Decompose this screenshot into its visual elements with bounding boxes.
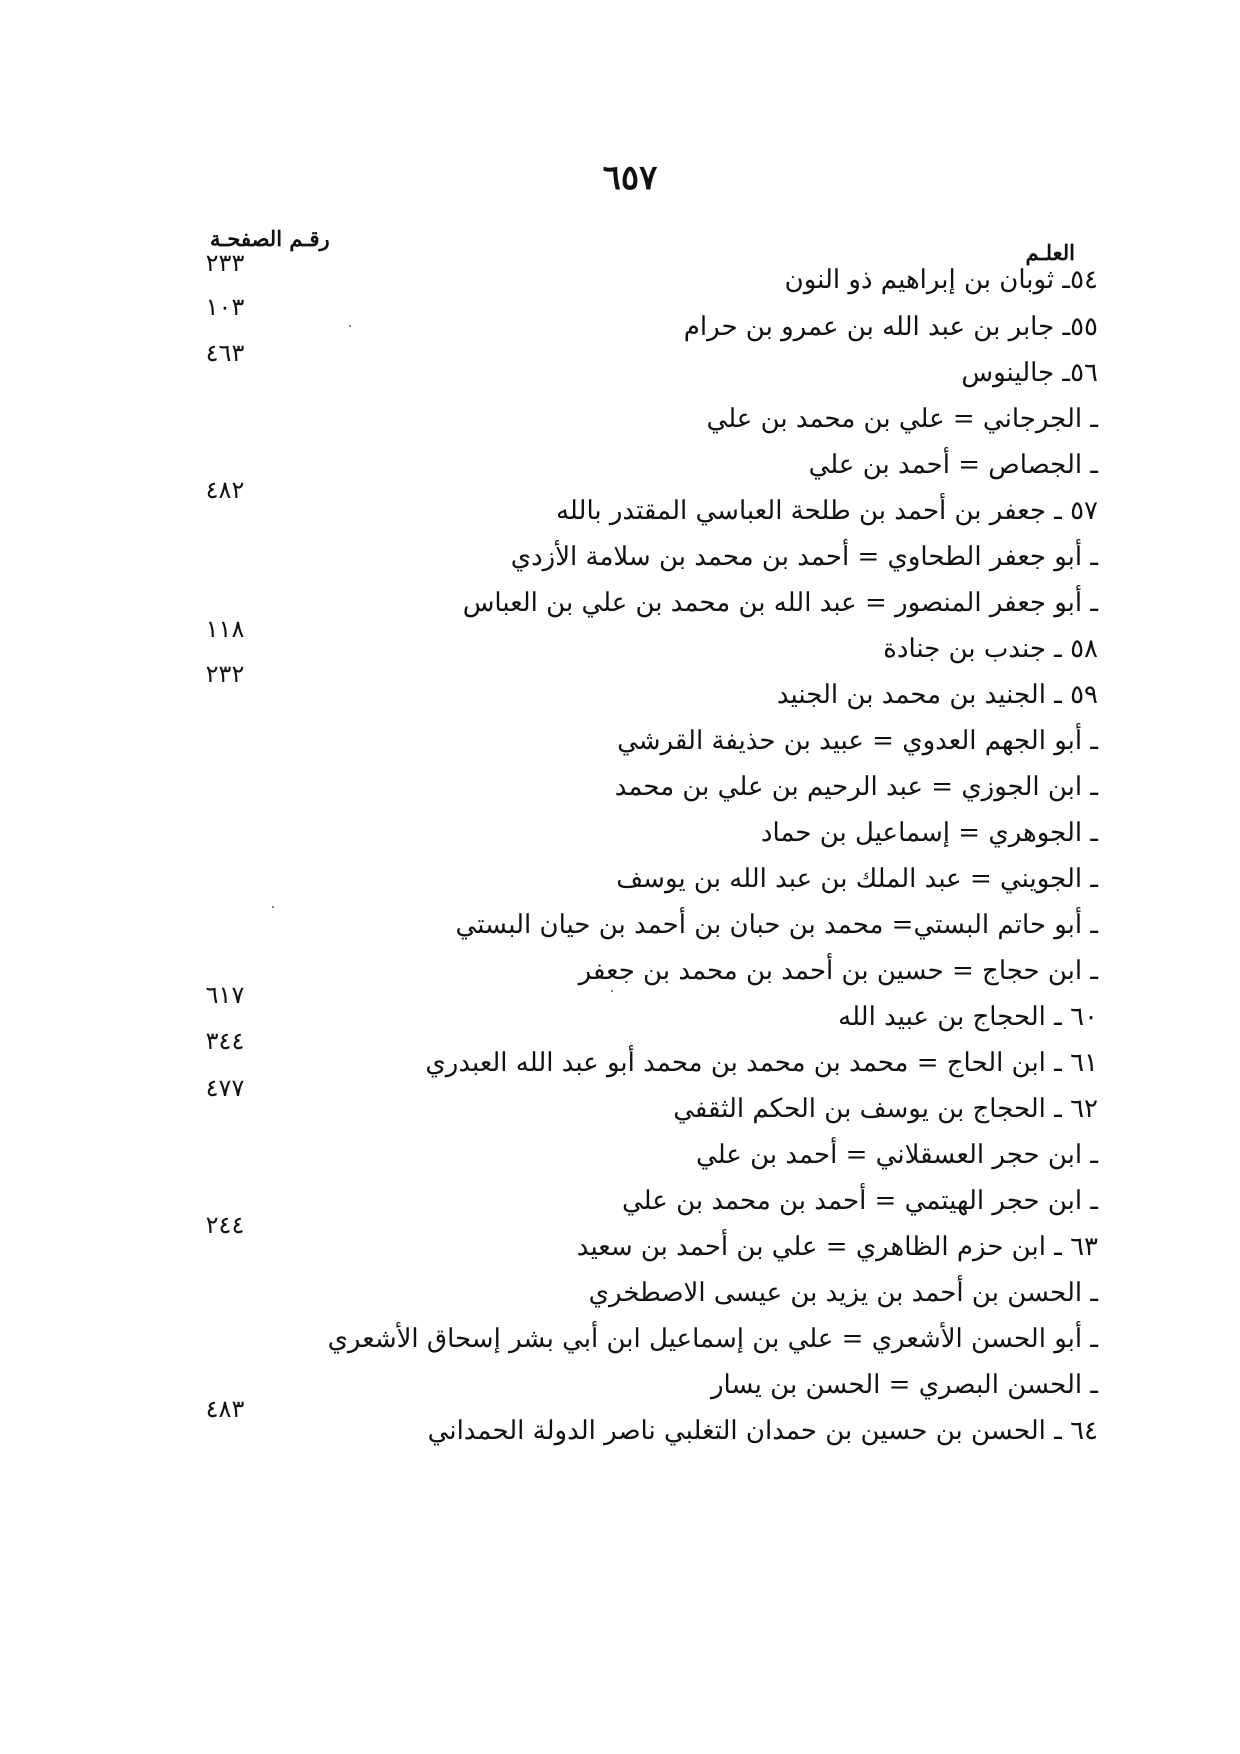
entry-page-number: ١١٨ bbox=[205, 615, 245, 643]
index-entry: ـ الجصاص = أحمد بن علي bbox=[808, 450, 1098, 480]
index-entry: ـ أبو الحسن الأشعري = علي بن إسماعيل ابن أبي بشر إسحاق الأشعري bbox=[327, 1324, 1098, 1354]
index-entry: ـ ابن حجاج = حسين بن أحمد بن محمد بن جعفر bbox=[578, 956, 1098, 986]
index-entry: ـ الحسن بن أحمد بن يزيد بن عيسى الاصطخري bbox=[588, 1278, 1098, 1308]
index-entry: ٥٩ ـ الجنيد بن محمد بن الجنيد bbox=[776, 680, 1098, 710]
entry-page-number: ٤٨٣ bbox=[205, 1395, 245, 1423]
index-entry: ٥٤ـ ثوبان بن إبراهيم ذو النون bbox=[784, 265, 1098, 295]
index-entry: ـ أبو حاتم البستي= محمد بن حبان بن أحمد بن حيان البستي bbox=[455, 910, 1098, 940]
index-entry: ٥٥ـ جابر بن عبد الله بن عمرو بن حرام bbox=[683, 312, 1098, 342]
entry-page-number: ٢٤٤ bbox=[205, 1211, 245, 1239]
index-entry: ٦٢ ـ الحجاج بن يوسف بن الحكم الثقفي bbox=[673, 1094, 1098, 1124]
entry-page-number: ٤٨٢ bbox=[205, 476, 245, 504]
index-entry: ـ الجرجاني = علي بن محمد بن علي bbox=[706, 404, 1098, 434]
index-entry: ـ أبو جعفر المنصور = عبد الله بن محمد بن علي بن العباس bbox=[462, 588, 1098, 618]
entry-page-number: ١٠٣ bbox=[205, 293, 245, 321]
index-entry: ٦١ ـ ابن الحاج = محمد بن محمد بن محمد أبو عبد الله العبدري bbox=[425, 1048, 1098, 1078]
index-entry: ٥٨ ـ جندب بن جنادة bbox=[883, 634, 1098, 664]
index-entry: ٦٣ ـ ابن حزم الظاهري = علي بن أحمد بن سعيد bbox=[576, 1232, 1098, 1262]
scan-speck bbox=[272, 906, 274, 908]
index-entry: ـ أبو جعفر الطحاوي = أحمد بن محمد بن سلامة الأزدي bbox=[510, 542, 1098, 572]
scan-speck bbox=[611, 990, 613, 992]
name-column-header: العلـم bbox=[1025, 240, 1075, 265]
page-number: ٦٥٧ bbox=[602, 158, 658, 198]
index-entry: ٦٤ ـ الحسن بن حسين بن حمدان التغلبي ناصر الدولة الحمداني bbox=[427, 1416, 1098, 1446]
index-entry: ـ أبو الجهم العدوي = عبيد بن حذيفة القرشي bbox=[617, 726, 1098, 756]
entry-page-number: ٢٣٢ bbox=[205, 660, 245, 688]
index-entry: ٦٠ ـ الحجاج بن عبيد الله bbox=[838, 1002, 1098, 1032]
index-entry: ـ ابن حجر العسقلاني = أحمد بن علي bbox=[696, 1140, 1098, 1170]
page-column-header: رقـم الصفحـة bbox=[210, 226, 330, 251]
index-entry: ـ الجويني = عبد الملك بن عبد الله بن يوسف bbox=[616, 864, 1098, 894]
entry-page-number: ٣٤٤ bbox=[205, 1027, 245, 1055]
index-entry: ـ ابن الجوزي = عبد الرحيم بن علي بن محمد bbox=[614, 772, 1098, 802]
entry-page-number: ٤٧٧ bbox=[205, 1074, 245, 1102]
index-entry: ـ ابن حجر الهيتمي = أحمد بن محمد بن علي bbox=[622, 1186, 1098, 1216]
index-entry: ـ الجوهري = إسماعيل بن حماد bbox=[760, 818, 1098, 848]
entry-page-number: ٤٦٣ bbox=[205, 339, 245, 367]
index-entry: ـ الحسن البصري = الحسن بن يسار bbox=[711, 1370, 1098, 1400]
index-entry: ٥٧ ـ جعفر بن أحمد بن طلحة العباسي المقتدر بالله bbox=[555, 496, 1098, 526]
index-entry: ٥٦ـ جالينوس bbox=[961, 358, 1098, 388]
entry-page-number: ٢٣٣ bbox=[205, 249, 245, 277]
scan-speck bbox=[349, 325, 351, 327]
entry-page-number: ٦١٧ bbox=[205, 981, 245, 1009]
